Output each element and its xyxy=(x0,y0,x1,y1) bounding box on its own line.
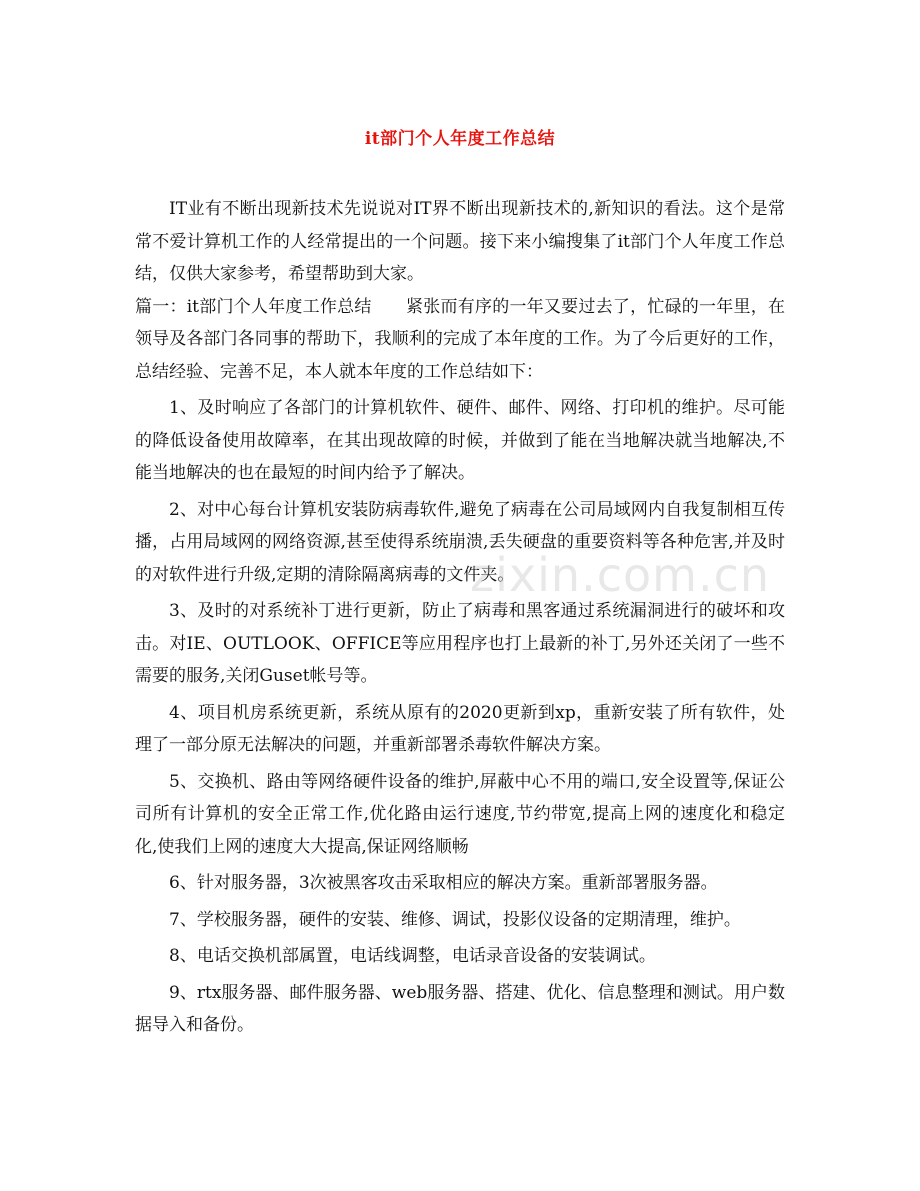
list-item-6: 6、针对服务器，3次被黑客攻击采取相应的解决方案。重新部署服务器。 xyxy=(169,873,718,893)
list-item-8: 8、电话交换机部属置，电话线调整，电话录音设备的安装调试。 xyxy=(169,946,656,966)
document-title: it部门个人年度工作总结 xyxy=(364,129,556,149)
list-item-4: 4、项目机房系统更新，系统从原有的2020更新到xp，重新安装了所有软件，处理了一部分原无法解决的问题，并重新部署杀毒软件解决方案。 xyxy=(135,702,785,755)
section-one-paragraph: 篇一：it部门个人年度工作总结 紧张而有序的一年又要过去了，忙碌的一年里，在领导及各部门各同事的帮助下，我顺利的完成了本年度的工作。为了今后更好的工作，总结经验、完善不足，本人就本年度的工作总结如下： xyxy=(135,296,785,382)
list-item-5: 5、交换机、路由等网络硬件设备的维护,屏蔽中心不用的端口,安全设置等,保证公司所有计算机的安全正常工作,优化路由运行速度,节约带宽,提高上网的速度化和稳定化,使我们上网的速度大大提高,保证网络顺畅 xyxy=(135,771,785,857)
list-item-2: 2、对中心每台计算机安装防病毒软件,避免了病毒在公司局域网内自我复制相互传播，占用局域网的网络资源,甚至使得系统崩溃,丢失硬盘的重要资料等各种危害,并及时的对软件进行升级,定期的清除隔离病毒的文件夹。 xyxy=(135,499,785,585)
list-item-3: 3、及时的对系统补丁进行更新，防止了病毒和黑客通过系统漏洞进行的破坏和攻击。对IE、OUTLOOK、OFFICE等应用程序也打上最新的补丁,另外还关闭了一些不需要的服务,关闭Guset帐号等。 xyxy=(135,601,785,686)
list-item-1: 1、及时响应了各部门的计算机软件、硬件、邮件、网络、打印机的维护。尽可能的降低设备使用故障率，在其出现故障的时候，并做到了能在当地解决就当地解决,不能当地解决的也在最短的时间内给予了解决。 xyxy=(135,398,785,483)
document-body xyxy=(135,193,785,1046)
intro-paragraph: IT业有不断出现新技术先说说对IT界不断出现新技术的,新知识的看法。这个是常常不爱计算机工作的人经常提出的一个问题。接下来小编搜集了it部门个人年度工作总结，仅供大家参考，希望帮助到大家。 xyxy=(135,199,785,284)
list-item-7: 7、学校服务器，硬件的安装、维修、调试，投影仪设备的定期清理，维护。 xyxy=(169,909,741,930)
watermark: zixin.com.cn xyxy=(470,548,771,602)
list-item-9: 9、rtx服务器、邮件服务器、web服务器、搭建、优化、信息整理和测试。用户数据导入和备份。 xyxy=(135,982,785,1035)
